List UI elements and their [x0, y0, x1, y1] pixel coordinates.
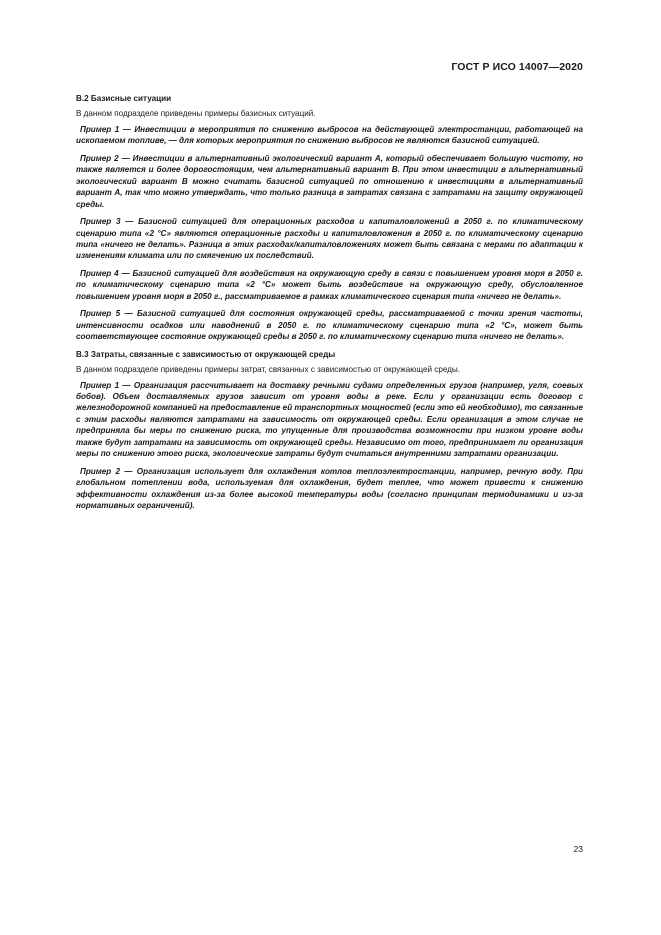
example-paragraph: Пример 1 — Инвестиции в мероприятия по снижению выбросов на действующей электростанции, работающей на ископаемом топливе, — для которых мероприятия по снижению выбросов не являются базисной ситуацией. — [76, 124, 583, 146]
example-paragraph: Пример 4 — Базисной ситуацией для воздействия на окружающую среду в связи с повышением уровня моря в 2050 г. по климатическому сценарию типа «2 °C» может быть воздействие на окружающую среду, обусловленное повышением уровня моря в 2050 г., рассматриваемое в рамках климатического сценария типа «ничего не делать». — [76, 268, 583, 301]
section-baseline-situations — [76, 93, 583, 343]
document-body — [76, 93, 583, 518]
example-paragraph: Пример 2 — Организация использует для охлаждения котлов теплоэлектростанции, например, речную воду. При глобальном потеплении вода, используемая для охлаждения, будет теплее, что может привести к снижению эффективности охлаждения из-за более высокой температуры воды (согласно принципам термодинамики и из-за нормативных ограничений). — [76, 466, 583, 511]
section-heading: В.2 Базисные ситуации — [76, 94, 172, 103]
page-number: 23 — [573, 844, 583, 854]
section-heading: В.3 Затраты, связанные с зависимостью от окружающей среды — [76, 349, 336, 359]
section-intro: В данном подразделе приведены примеры затрат, связанных с зависимостью от окружающей среды. — [76, 365, 461, 375]
standard-code-header: ГОСТ Р ИСО 14007—2020 — [451, 61, 583, 73]
example-paragraph: Пример 5 — Базисной ситуацией для состояния окружающей среды, рассматриваемой с точки зрения частоты, интенсивности осадков или наводнений в 2050 г. по климатическому сценарию типа «2 °C», может быть соответствующее состояние окружающей среды в 2050 г. по климатическому сценарию типа «ничего не делать». — [76, 309, 583, 342]
section-environmental-dependency-costs — [76, 349, 583, 512]
example-paragraph: Пример 3 — Базисной ситуацией для операционных расходов и капиталовложений в 2050 г. по климатическому сценарию типа «2 °C» являются операционные расходы и капиталовложения в 2050 г. по климатическому сценарию типа «ничего не делать». Разница в этих расходах/капиталовложениях может быть связана с мерами по адаптации к изменениям климата или по смягчению их последствий. — [76, 217, 583, 261]
example-paragraph: Пример 2 — Инвестиции в альтернативный экологический вариант А, который обеспечивает большую чистоту, но также является и более дорогостоящим, чем альтернативный вариант В. При этом инвестиции в альтернативный экологический вариант В можно считать базисной ситуацией по отношению к инвестициям в альтернативный вариант А, так что можно утверждать, что только разница в затратах связана с затратами на защиту окружающей среды. — [76, 153, 583, 209]
example-paragraph: Пример 1 — Организация рассчитывает на доставку речными судами определенных грузов (например, угля, соевых бобов). Объем доставляемых грузов зависит от уровня воды в реке. Если у организации есть договор с железнодорожной компанией на предоставление ей транспортных мощностей (если это ей необходимо), то связанные с этим расходы являются затратами на зависимость от окружающей среды. Если организация в этом случае не предприняла бы меры по снижению риска, то упущенные для производства возможности при низком уровне воды также будут затратами на зависимость от окружающей среды. Независимо от того, предпринимает ли организация меры по снижению этого риска, экологические затраты будут считаться внутренними затратами организации. — [76, 380, 583, 459]
section-intro: В данном подразделе приведены примеры базисных ситуаций. — [76, 109, 316, 119]
